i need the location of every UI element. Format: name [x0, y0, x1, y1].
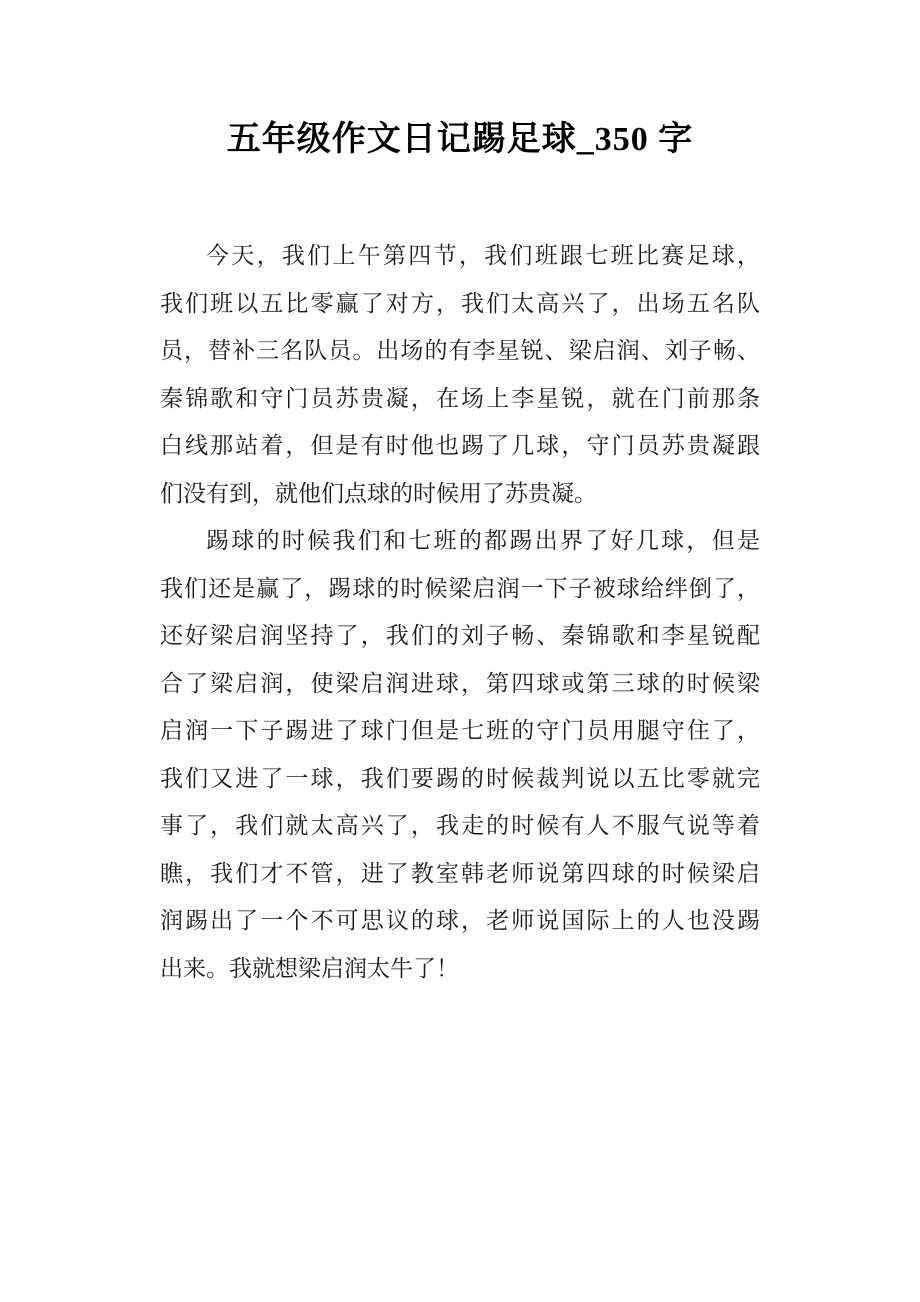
paragraph-2-line-2: 我们还是赢了，踢球的时候梁启润一下子被球给绊倒了，: [160, 575, 760, 601]
paragraph-2-line-3: 还好梁启润坚持了，我们的刘子畅、秦锦歌和李星锐配: [160, 623, 760, 648]
document-title: 五年级作文日记踢足球_350 字: [226, 121, 694, 158]
paragraph-2-line-1: 踢球的时候我们和七班的都踢出界了好几球，但是: [206, 528, 760, 553]
paragraph-1-line-5: 白线那站着，但是有时他也踢了几球，守门员苏贵凝跟: [160, 433, 760, 458]
paragraph-1-line-3: 员，替补三名队员。出场的有李星锐、梁启润、刘子畅、: [160, 338, 760, 363]
paragraph-2-line-8: 瞧，我们才不管，进了教室韩老师说第四球的时候梁启: [160, 860, 760, 886]
document-body: [160, 232, 760, 992]
paragraph-1-line-1: 今天，我们上午第四节，我们班跟七班比赛足球，: [206, 243, 760, 268]
paragraph-2-line-5: 启润一下子踢进了球门但是七班的守门员用腿守住了，: [160, 718, 760, 743]
paragraph-2-line-7: 事了，我们就太高兴了，我走的时候有人不服气说等着: [160, 813, 760, 838]
paragraph-2-line-10: 出来。我就想梁启润太牛了！: [160, 955, 459, 981]
paragraph-2-line-9: 润踢出了一个不可思议的球，老师说国际上的人也没踢: [160, 908, 760, 933]
paragraph-1-line-4: 秦锦歌和守门员苏贵凝，在场上李星锐，就在门前那条: [160, 385, 760, 411]
paragraph-1-line-6: 们没有到，就他们点球的时候用了苏贵凝。: [160, 480, 597, 506]
paragraph-2-line-4: 合了梁启润，使梁启润进球，第四球或第三球的时候梁: [160, 670, 760, 696]
paragraph-2-line-6: 我们又进了一球，我们要踢的时候裁判说以五比零就完: [160, 765, 760, 791]
paragraph-1-line-2: 我们班以五比零赢了对方，我们太高兴了，出场五名队: [160, 290, 760, 316]
